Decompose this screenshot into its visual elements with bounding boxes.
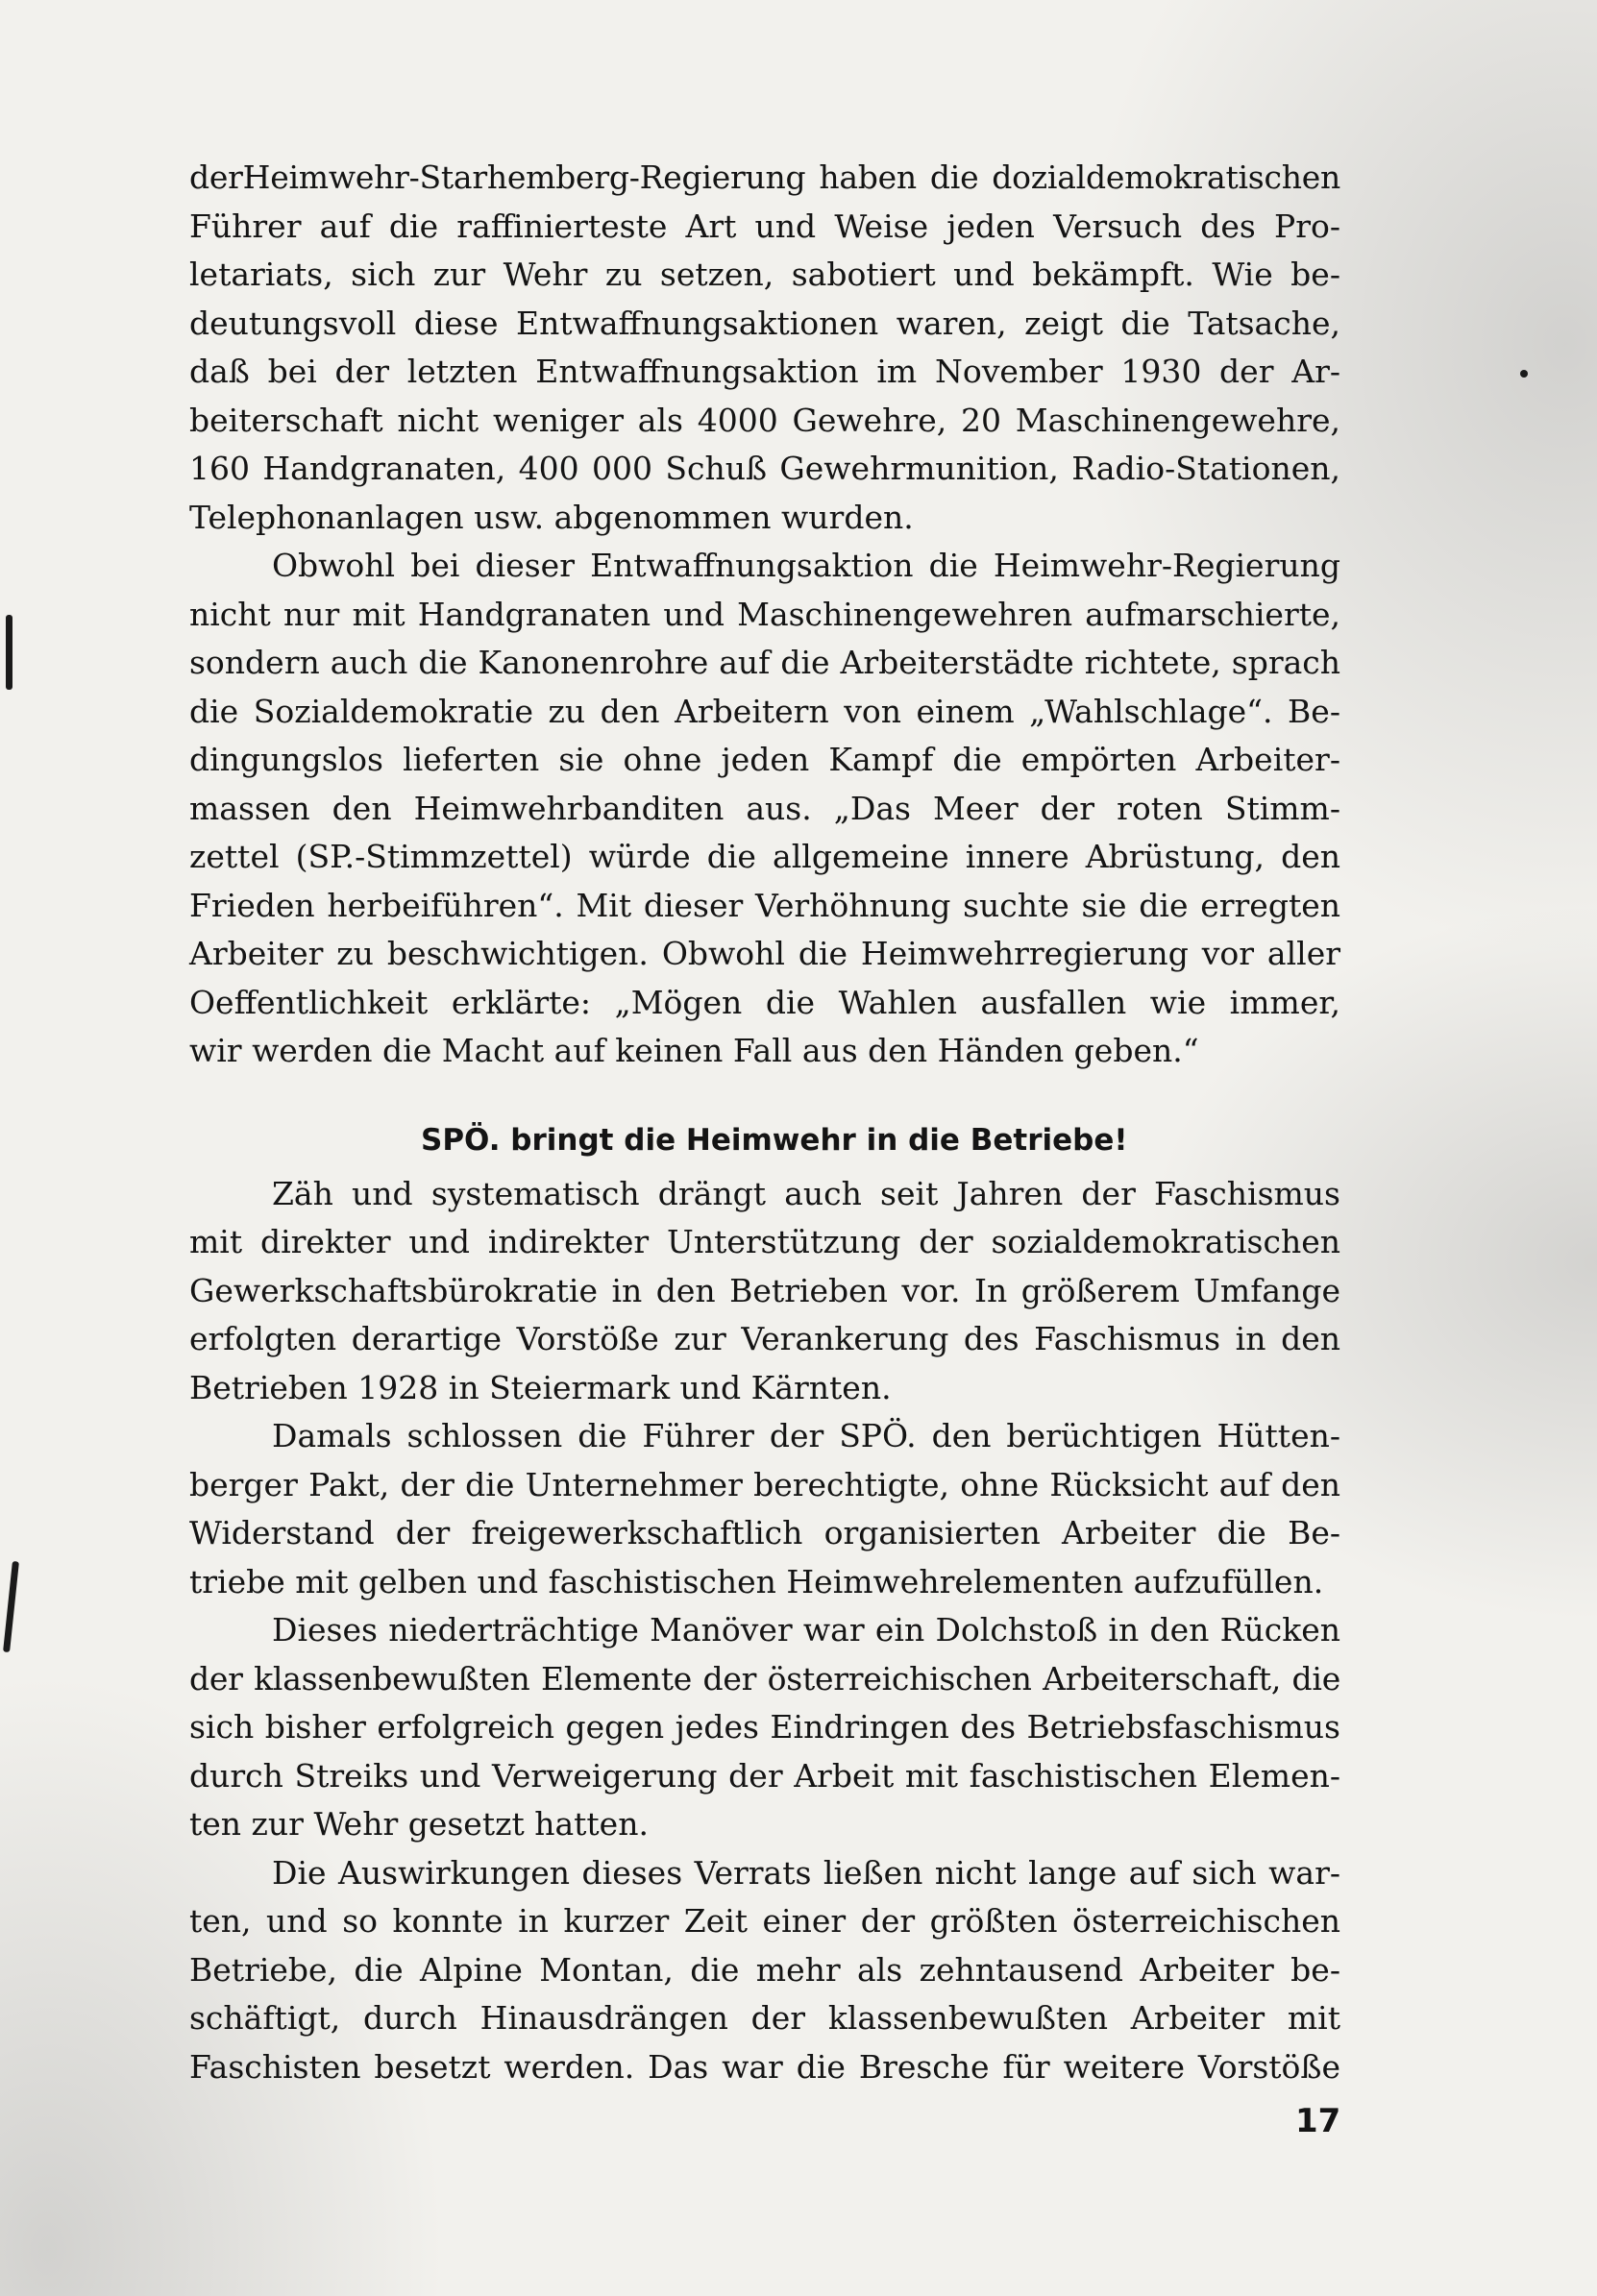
scan-edge-mark [6,615,12,690]
text-line: mit direkter und indirekter Unterstützung der sozialdemokratischen [189,1223,1340,1260]
text-line: Damals schlossen die Führer der SPÖ. den berüchtigen Hütten- [272,1417,1340,1454]
text-line: wir werden die Macht auf keinen Fall aus den Händen geben.“ [189,1032,1199,1069]
text-line: der klassenbewußten Elemente der österreichischen Arbeiterschaft, die [189,1659,1340,1698]
paragraph-1 [189,154,1340,542]
paragraph-4 [189,1412,1340,1606]
paragraph-3 [189,1170,1340,1413]
text-line: schäftigt, durch Hinausdrängen der klassenbewußten Arbeiter mit [189,1999,1340,2037]
text-line: Obwohl bei dieser Entwaffnungsaktion die Heimwehr-Regierung [272,547,1340,584]
text-line: beiterschaft nicht weniger als 4000 Gewehre, 20 Maschinengewehre, [189,401,1340,439]
text-line: nicht nur mit Handgranaten und Maschinengewehren aufmarschierte, [189,595,1340,633]
text-line: Widerstand der freigewerkschaftlich organisierten Arbeiter die Be- [189,1514,1340,1551]
text-line: durch Streiks und Verweigerung der Arbeit mit faschistischen Elemen- [189,1756,1340,1795]
scan-edge-mark [3,1561,19,1652]
body-text [189,154,1340,2091]
text-line: Zäh und systematisch drängt auch seit Jahren der Faschismus [272,1174,1340,1212]
text-line: Führer auf die raffinierteste Art und Weise jeden Versuch des Pro- [189,207,1340,245]
text-line: erfolgten derartige Vorstöße zur Verankerung des Faschismus in den [189,1320,1340,1357]
text-line: Telephonanlagen usw. abgenommen wurden. [189,498,914,536]
text-line: massen den Heimwehrbanditen aus. „Das Meer der roten Stimm- [189,789,1340,827]
text-line: ten, und so konnte in kurzer Zeit einer der größten österreichischen [189,1902,1340,1940]
text-line: Oeffentlichkeit erklärte: „Mögen die Wahlen ausfallen wie immer, [189,983,1340,1021]
text-line: Arbeiter zu beschwichtigen. Obwohl die Heimwehrregierung vor aller [189,935,1340,972]
text-line: sondern auch die Kanonenrohre auf die Arbeiterstädte richtete, sprach [189,644,1340,681]
text-line: sich bisher erfolgreich gegen jedes Eindringen des Betriebsfaschismus [189,1708,1340,1746]
paragraph-6 [189,1849,1340,2092]
text-line: letariats, sich zur Wehr zu setzen, sabotiert und bekämpft. Wie be- [189,256,1340,293]
text-line: Betrieben 1928 in Steiermark und Kärnten. [189,1368,892,1406]
paragraph-2 [189,542,1340,1076]
paragraph-5 [189,1606,1340,1849]
text-line: 160 Handgranaten, 400 000 Schuß Gewehrmunition, Radio-Stationen, [189,450,1340,487]
text-line: Betriebe, die Alpine Montan, die mehr als zehntausend Arbeiter be- [189,1950,1340,1989]
text-line: dingungslos lieferten sie ohne jeden Kampf die empörten Arbeiter- [189,741,1340,778]
text-line: zettel (SP.-Stimmzettel) würde die allgemeine innere Abrüstung, den [189,838,1340,875]
text-line: die Sozialdemokratie zu den Arbeitern von einem „Wahlschlage“. Be- [189,692,1340,730]
page-number: 17 [1295,2102,1341,2140]
text-line: deutungsvoll diese Entwaffnungsaktionen waren, zeigt die Tatsache, [189,304,1340,342]
text-line: Dieses niederträchtige Manöver war ein Dolchstoß in den Rücken [272,1611,1340,1649]
text-line: derHeimwehr-Starhemberg-Regierung haben die dozialdemokratischen [189,159,1340,196]
text-line: Gewerkschaftsbürokratie in den Betrieben vor. In größerem Umfange [189,1271,1340,1309]
text-line: ten zur Wehr gesetzt hatten. [189,1805,649,1843]
text-line: Frieden herbeiführen“. Mit dieser Verhöhnung suchte sie die erregten [189,886,1340,924]
text-line: daß bei der letzten Entwaffnungsaktion im November 1930 der Ar- [189,353,1340,390]
text-line: triebe mit gelben und faschistischen Heimwehrelementen aufzufüllen. [189,1562,1324,1600]
text-line: berger Pakt, der die Unternehmer berechtigte, ohne Rücksicht auf den [189,1465,1340,1503]
section-heading: SPÖ. bringt die Heimwehr in die Betriebe! [421,1122,1128,1158]
text-line: Faschisten besetzt werden. Das war die Bresche für weitere Vorstöße [189,2047,1340,2086]
text-line: Die Auswirkungen dieses Verrats ließen nicht lange auf sich war- [272,1853,1340,1892]
scan-edge-mark [1520,370,1528,378]
